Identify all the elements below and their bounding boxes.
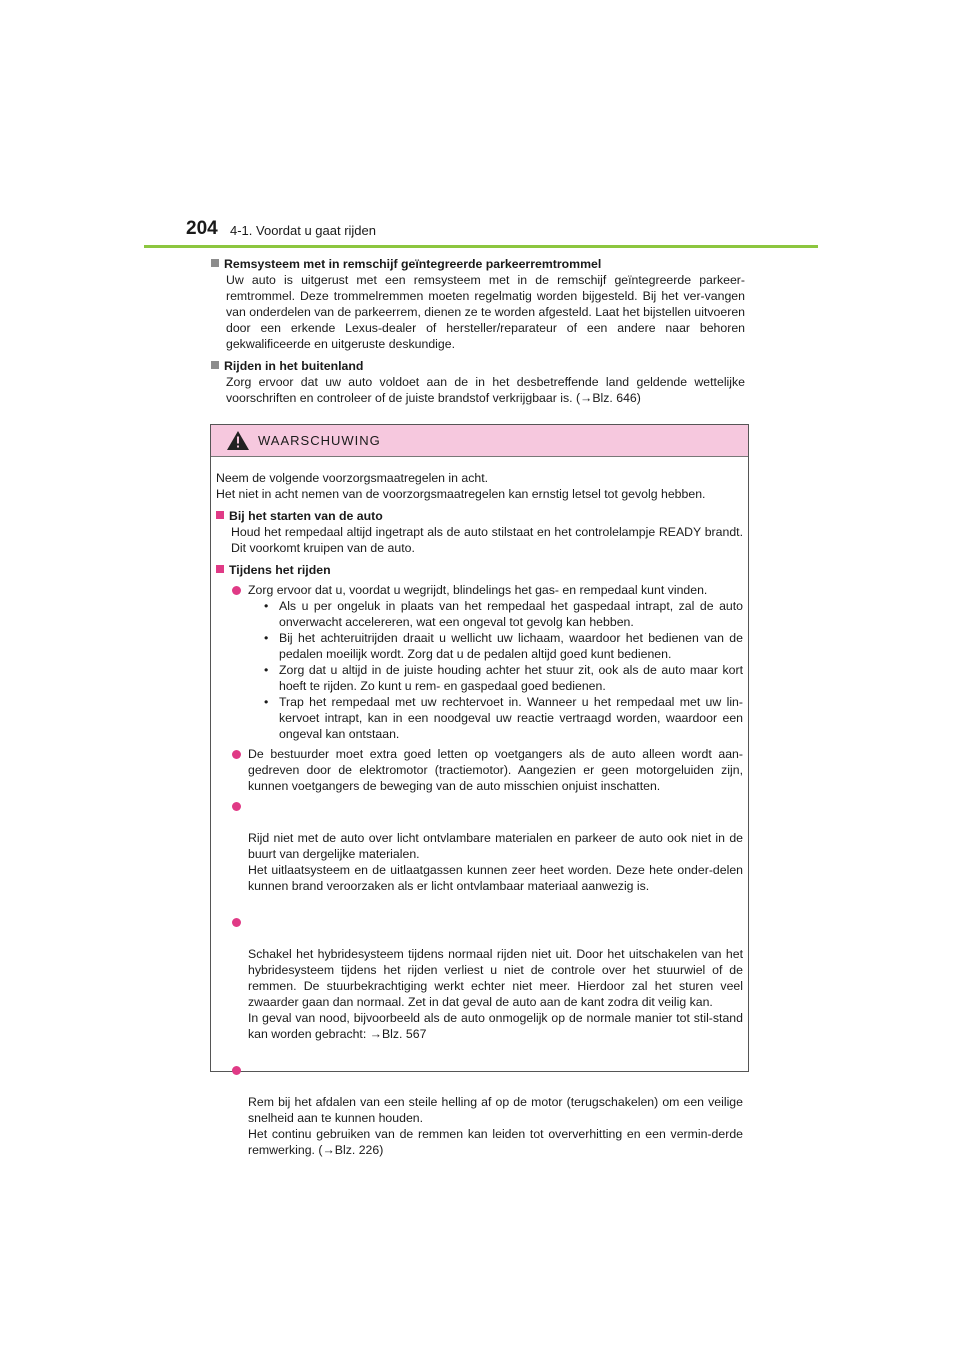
- sub-list-item: • Bij het achteruitrijden draait u wellicht uw lichaam, waardoor het bedienen van de pedalen moeilijk wordt. Zorg dat u de pedalen altijd goed kunt bedienen.: [264, 631, 743, 661]
- list-item: Zorg ervoor dat u, voordat u wegrijdt, blindelings het gas- en rempedaal kunt vinden. • Als u per ongeluk in plaats van het rempedaal het gaspedaal intrapt, zal de auto onverwacht accelereren, wat een ongeval tot gevolg kan hebben. • Bij het achteruitrijden draait u wellicht uw lichaam, waardoor het bedienen van de pedalen moeilijk wordt. Zorg dat u de pedalen altijd goed kunt bedienen. • Zorg dat u altijd in de juiste houding achter het stuur zit, ook als de auto maar kort hoeft te rijden. Zo kunt u rem- en gaspedaal goed bedienen. • Trap het rempedaal met uw rechtervoet in. Wanneer u het rempedaal met uw lin-kervoet intrapt, kan in een noodgeval uw reactie vertraagd worden, waardoor een ongeval kan ontstaan.: [231, 582, 743, 742]
- bullet-dot-icon: [232, 586, 241, 595]
- warning-intro-line: Neem de volgende voorzorgsmaatregelen in acht.: [216, 471, 489, 485]
- list-item: Rem bij het afdalen van een steile helling af op de motor (terugschakelen) om een veilige snelheid aan te kunnen houden. Het continu gebruiken van de remmen kan leiden tot oververhitting en een vermin-derde remwerking. (→Blz. 226): [231, 1062, 743, 1174]
- bullet-dot-icon: [232, 750, 241, 759]
- warning-triangle-icon: [227, 431, 249, 450]
- warning-intro-line: Het niet in acht nemen van de voorzorgsmaatregelen kan ernstig letsel tot gevolg hebben.: [216, 487, 706, 501]
- paragraph-abroad: Zorg ervoor dat uw auto voldoet aan de in het desbetreffende land geldende wettelijke voorschriften en controleer of de juiste brandstof verkrijgbaar is. (→Blz. 646): [226, 375, 745, 405]
- sub-list-item: • Trap het rempedaal met uw rechtervoet in. Wanneer u het rempedaal met uw lin-kervoet intrapt, kan in een noodgeval uw reactie vertraagd worden, waardoor een ongeval kan ontstaan.: [264, 695, 743, 741]
- list-item: Schakel het hybridesysteem tijdens normaal rijden niet uit. Door het uitschakelen van het hybridesysteem tijdens het rijden verliest u niet de controle over het stuurwiel of de remmen. De stuurbekrachtiging werkt echter niet meer. Hierdoor zal het sturen veel zwaarder gaan dan normaal. Zet in dat geval de auto aan de kant zodra dit veilig kan. In geval van nood, bijvoorbeeld als de auto onmogelijk op de normale manier tot stil-stand kan worden gebracht: →Blz. 567: [231, 914, 743, 1058]
- section-title: 4-1. Voordat u gaat rijden: [230, 223, 376, 238]
- intro-section: [211, 256, 745, 406]
- warning-header: [211, 425, 748, 457]
- square-bullet-icon: [211, 259, 219, 267]
- paragraph-brake-system: Uw auto is uitgerust met een remsysteem met in de remschijf geïntegreerde parkeer-remtrommel. Deze trommelremmen moeten regelmatig worden bijgesteld. Bij het ver-vangen van onderdelen van de parkeerrem, dienen ze te worden afgesteld. Laat het bijstellen uitvoeren door een erkende Lexus-dealer of hersteller/reparateur of een andere naar behoren gekwalificeerde en uitgeruste deskundige.: [226, 273, 745, 351]
- list-item: Rijd niet met de auto over licht ontvlambare materialen en parkeer de auto ook niet in de buurt van dergelijke materialen. Het uitlaatsysteem en de uitlaatgassen kunnen zeer heet worden. Deze hete onder-delen kunnen brand veroorzaken als er licht ontvlambaar materiaal aanwezig is.: [231, 798, 743, 910]
- header-rule: [144, 245, 818, 248]
- page-header: [144, 218, 824, 248]
- square-bullet-icon: [216, 511, 224, 519]
- warning-title: WAARSCHUWING: [258, 433, 381, 448]
- square-bullet-icon: [216, 565, 224, 573]
- list-item: De bestuurder moet extra goed letten op voetgangers als de auto alleen wordt aan-gedreven door de elektromotor (tractiemotor). Aangezien er geen motorgeluiden zijn, kunnen voetgangers de beweging van de auto misschien onjuist inschatten.: [231, 746, 743, 794]
- sub-list-item: • Als u per ongeluk in plaats van het rempedaal het gaspedaal intrapt, zal de auto onverwacht accelereren, wat een ongeval tot gevolg kan hebben.: [264, 599, 743, 629]
- bullet-dot-icon: [232, 1066, 241, 1075]
- bullet-dot-icon: [232, 918, 241, 927]
- heading-starting: Bij het starten van de auto: [216, 508, 743, 524]
- square-bullet-icon: [211, 361, 219, 369]
- bullet-dot-icon: [232, 802, 241, 811]
- sub-list-item: • Zorg dat u altijd in de juiste houding achter het stuur zit, ook als de auto maar kort hoeft te rijden. Zo kunt u rem- en gaspedaal goed bedienen.: [264, 663, 743, 693]
- paragraph-starting: Houd het rempedaal altijd ingetrapt als de auto stilstaat en het controlelampje READY brandt. Dit voorkomt kruipen van de auto.: [231, 525, 743, 555]
- warning-box: [210, 424, 749, 1157]
- heading-brake-system: Remsysteem met in remschijf geïntegreerde parkeerremtrommel: [211, 256, 745, 272]
- heading-abroad: Rijden in het buitenland: [211, 358, 745, 374]
- heading-driving: Tijdens het rijden: [216, 562, 743, 578]
- warning-body: [216, 470, 743, 1174]
- page-number: 204: [186, 218, 218, 239]
